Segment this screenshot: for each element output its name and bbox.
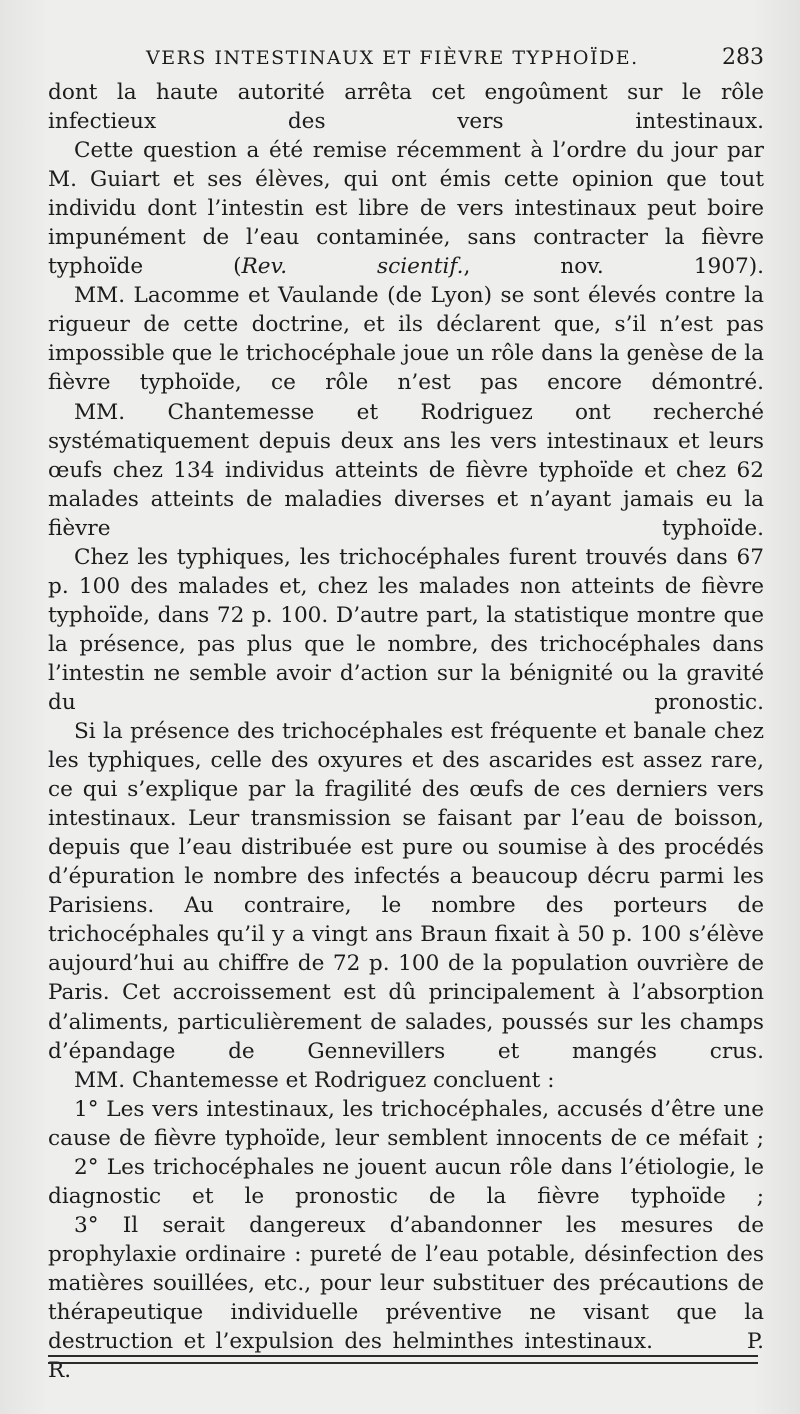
conclusion-3-text: 3° Il serait dangereux d’abandonner les mesures de prophylaxie ordinaire : pureté de l’eau potable, désinfection des matières souillées, etc., pour leur substituer des précautions de thérapeutique individuelle préventive ne visant que la destruction et l’expulsion des helminthes intestinaux.	[48, 1212, 764, 1355]
double-rule-bottom	[48, 1362, 758, 1364]
body-text	[48, 78, 764, 1385]
citation-journal: Rev. scientif.	[241, 254, 464, 280]
signature: P. R.	[48, 1329, 764, 1384]
paragraph-typhiques: Chez les typhiques, les trichocéphales furent trouvés dans 67 p. 100 des malades et, chez les malades non atteints de fièvre typhoïde, dans 72 p. 100. D’autre part, la statistique montre que la présence, pas plus que le nombre, des trichocéphales dans l’intestin ne semble avoir d’action sur la bénignité ou la gravité du pronostic.	[48, 544, 764, 715]
paragraph-lacomme: MM. Lacomme et Vaulande (de Lyon) se sont élevés contre la rigueur de cette doctrine, et ils déclarent que, s’il n’est pas impossible que le trichocéphale joue un rôle dans la genèse de la fièvre typhoïde, ce rôle n’est pas encore démontré.	[48, 283, 764, 396]
double-rule-top	[48, 1355, 758, 1357]
conclusion-1: 1° Les vers intestinaux, les trichocéphales, accusés d’être une cause de fièvre typhoïde, leur semblent innocents de ce méfait ;	[48, 1096, 764, 1151]
conclusion-3	[48, 1211, 764, 1385]
paragraph-concluent: MM. Chantemesse et Rodriguez concluent :	[74, 1067, 555, 1093]
citation-date: , nov. 1907).	[463, 254, 764, 280]
paragraph-oxyures: Si la présence des trichocéphales est fréquente et banale chez les typhiques, celle des oxyures et des ascarides est assez rare, ce qui s’explique par la fragilité des œufs de ces derniers vers intestinaux. Leur transmission se faisant par l’eau de boisson, depuis que l’eau distribuée est pure ou soumise à des procédés d’épuration le nombre des infectés a beaucoup décru parmi les Parisiens. Au contraire, le nombre des porteurs de trichocéphales qu’il y a vingt ans Braun fixait à 50 p. 100 s’élève aujourd’hui au chiffre de 72 p. 100 de la population ouvrière de Paris. Cet accroissement est dû principalement à l’absorption d’aliments, particulièrement de salades, poussés sur les champs d’épandage de Gennevillers et mangés crus.	[48, 719, 764, 1064]
page-header	[48, 38, 764, 78]
conclusion-2: 2° Les trichocéphales ne jouent aucun rôle dans l’étiologie, le diagnostic et le pronostic de la fièvre typhoïde ;	[48, 1154, 764, 1209]
paragraph-guiart-text: Cette question a été remise récemment à l’ordre du jour par M. Guiart et ses élèves, qui ont émis cette opinion que tout individu dont l’intestin est libre de vers intestinaux peut boire impunément de l’eau contaminée, sans contracter la fièvre typhoïde (	[48, 138, 764, 280]
paragraph-continued: dont la haute autorité arrêta cet engoûment sur le rôle infectieux des vers intestinaux.	[48, 80, 764, 135]
paragraph-chantemesse: MM. Chantemesse et Rodriguez ont recherché systématiquement depuis deux ans les vers intestinaux et leurs œufs chez 134 individus atteints de fièvre typhoïde et chez 62 malades atteints de maladies diverses et n’ayant jamais eu la fièvre typhoïde.	[48, 399, 764, 541]
paragraph-guiart	[48, 136, 764, 281]
page-number: 283	[722, 45, 764, 70]
running-title: VERS INTESTINAUX ET FIÈVRE TYPHOÏDE.	[146, 47, 639, 69]
